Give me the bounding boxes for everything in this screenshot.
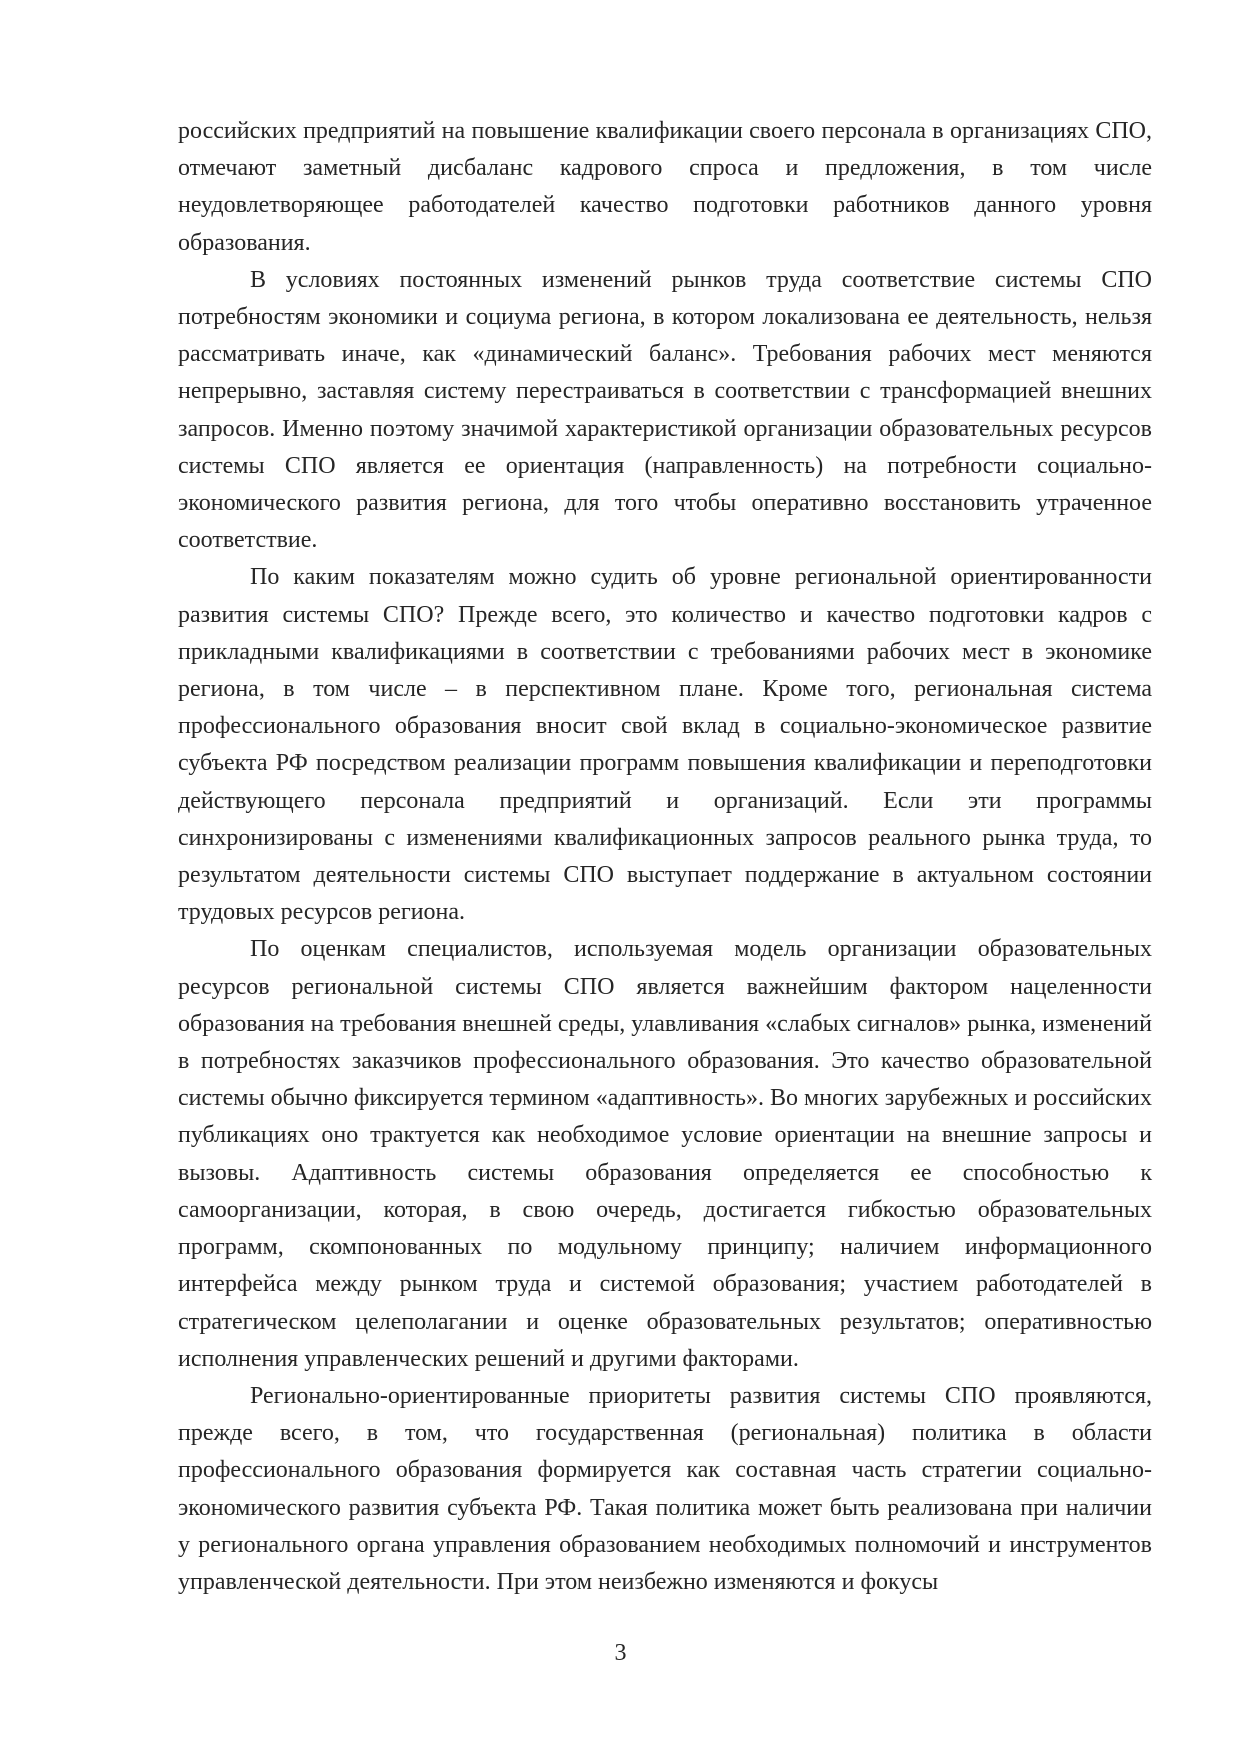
page-number: 3 — [614, 1640, 627, 1666]
paragraph-adaptivity: По оценкам специалистов, используемая модель организации образовательных ресурсов региональной системы СПО является важнейшим фактором нацеленности образования на требования внешней среды, улавливания «слабых сигналов» рынка, изменений в потребностях заказчиков профессионального образования. Это качество образовательной системы обычно фиксируется термином «адаптивность». Во многих зарубежных и российских публикациях оно трактуется как необходимое условие ориентации на внешние запросы и вызовы. Адаптивность системы образования определяется ее способностью к самоорганизации, которая, в свою очередь, достигается гибкостью образовательных программ, скомпонованных по модульному принципу; наличием информационного интерфейса между рынком труда и системой образования; участием работодателей в стратегическом целеполагании и оценке образовательных результатов; оперативностью исполнения управленческих решений и другими факторами. — [178, 936, 1152, 1372]
paragraph-continuation: российских предприятий на повышение квалификации своего персонала в организациях СПО, отмечают заметный дисбаланс кадрового спроса и предложения, в том числе неудовлетворяющее работодателей качество подготовки работников данного уровня образования. — [178, 118, 1152, 256]
paragraph-dynamic-balance: В условиях постоянных изменений рынков труда соответствие системы СПО потребностям экономики и социума региона, в котором локализована ее деятельность, нельзя рассматривать иначе, как «динамический баланс». Требования рабочих мест меняются непрерывно, заставляя систему перестраиваться в соответствии с трансформацией внешних запросов. Именно поэтому значимой характеристикой организации образовательных ресурсов системы СПО является ее ориентация (направленность) на потребности социально-экономического развития региона, для того чтобы оперативно восстановить утраченное соответствие. — [178, 266, 1152, 554]
paragraph-regional-priorities: Регионально-ориентированные приоритеты развития системы СПО проявляются, прежде всего, в том, что государственная (региональная) политика в области профессионального образования формируется как составная часть стратегии социально-экономического развития субъекта РФ. Такая политика может быть реализована при наличии у регионального органа управления образованием необходимых полномочий и инструментов управленческой деятельности. При этом неизбежно изменяются и фокусы — [178, 1382, 1152, 1595]
paragraph-indicators: По каким показателям можно судить об уровне региональной ориентированности развития системы СПО? Прежде всего, это количество и качество подготовки кадров с прикладными квалификациями в соответствии с требованиями рабочих мест в экономике региона, в том числе – в перспективном плане. Кроме того, региональная система профессионального образования вносит свой вклад в социально-экономическое развитие субъекта РФ посредством реализации программ повышения квалификации и переподготовки действующего персонала предприятий и организаций. Если эти программы синхронизированы с изменениями квалификационных запросов реального рынка труда, то результатом деятельности системы СПО выступает поддержание в актуальном состоянии трудовых ресурсов региона. — [178, 564, 1152, 926]
body-text — [178, 113, 1152, 1601]
